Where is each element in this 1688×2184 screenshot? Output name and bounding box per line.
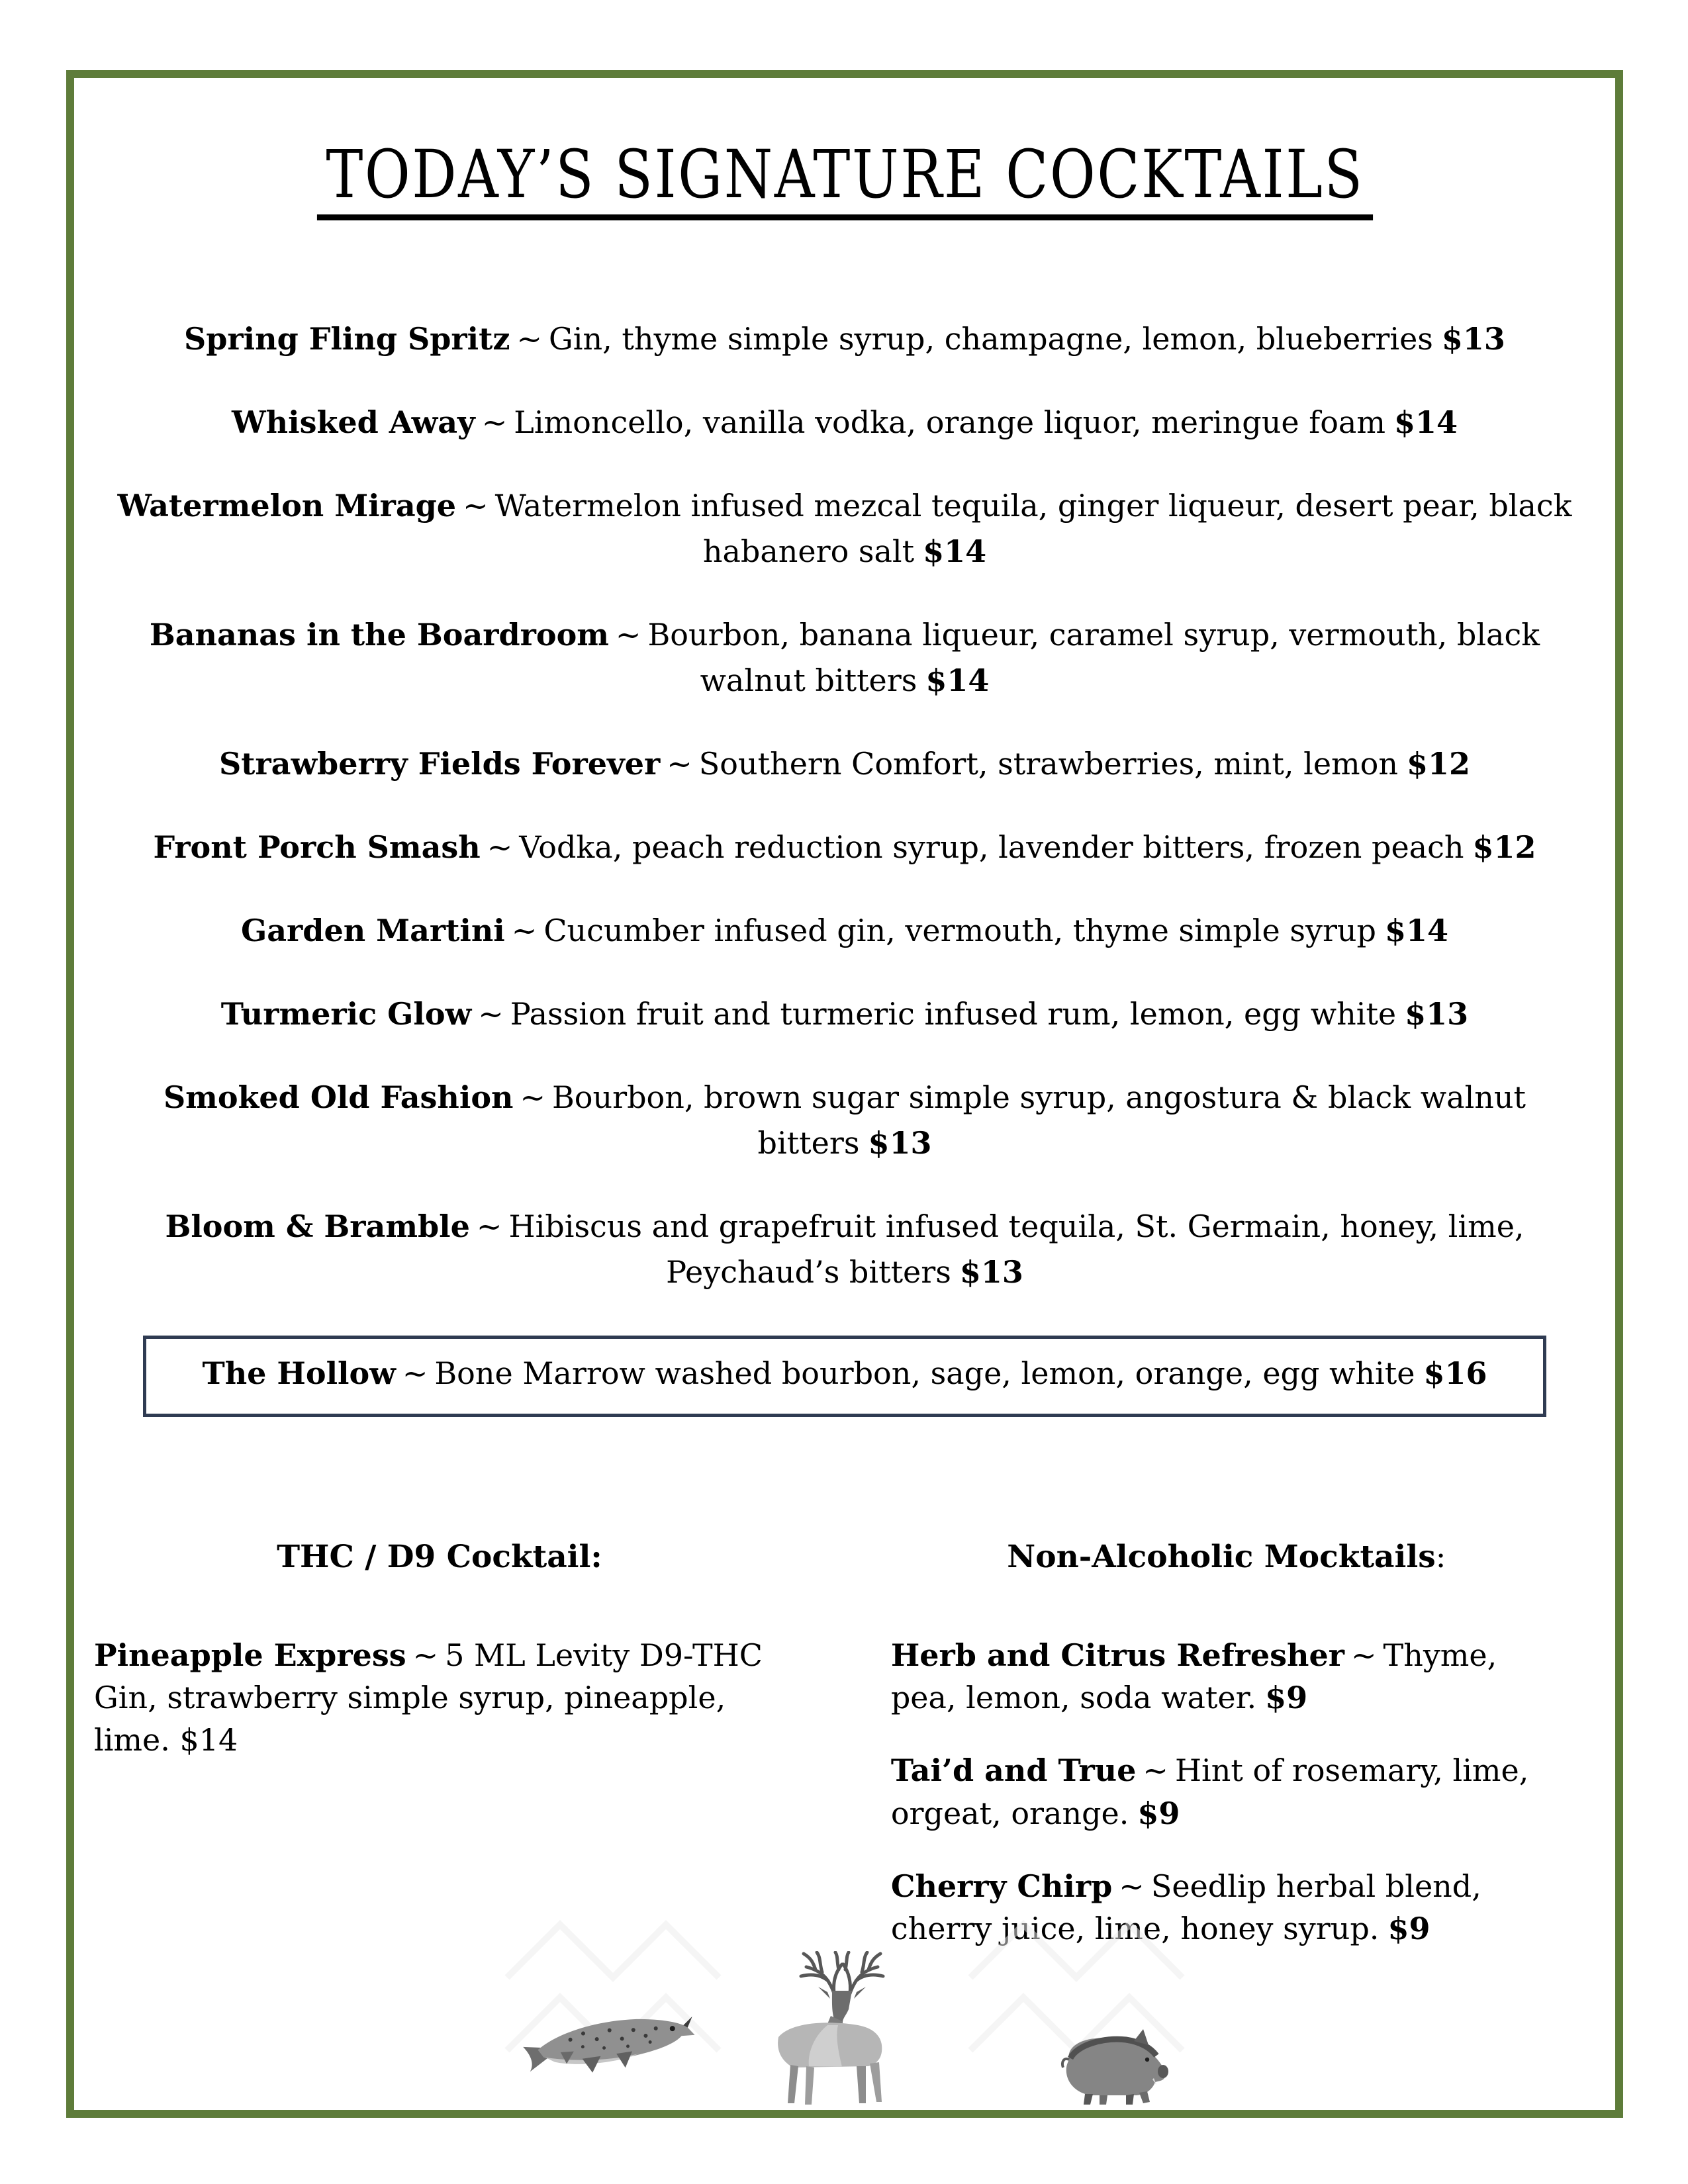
cocktail-name: Turmeric Glow xyxy=(220,996,472,1032)
trout-illustration xyxy=(518,2009,698,2075)
mocktail-header-text: Non-Alcoholic Mocktails xyxy=(1007,1539,1436,1575)
tilde-separator: ~ xyxy=(1350,1637,1377,1673)
mocktail-item xyxy=(891,1749,1562,1835)
cocktail-item xyxy=(113,908,1576,954)
cocktail-price: $13 xyxy=(1405,996,1469,1032)
tilde-separator: ~ xyxy=(476,1208,502,1244)
cocktail-desc: Passion fruit and turmeric infused rum, lemon, egg white xyxy=(510,996,1397,1032)
cocktail-desc: Bourbon, brown sugar simple syrup, angostura & black walnut bitters xyxy=(552,1079,1526,1161)
cocktail-desc: Gin, thyme simple syrup, champagne, lemon, blueberries xyxy=(549,321,1433,357)
mocktail-price: $9 xyxy=(1387,1911,1430,1947)
page-title: TODAY’S SIGNATURE COCKTAILS xyxy=(316,142,1372,220)
mocktail-section-header xyxy=(891,1534,1562,1581)
mocktail-item xyxy=(891,1634,1562,1719)
cocktail-price: $14 xyxy=(923,533,987,569)
cocktail-item xyxy=(113,316,1576,362)
cocktail-name: Spring Fling Spritz xyxy=(184,321,510,357)
featured-cocktail-box xyxy=(143,1336,1546,1417)
tilde-separator: ~ xyxy=(478,996,504,1032)
cocktail-item xyxy=(162,1351,1527,1396)
thc-item-desc: 5 ML Levity D9-THC Gin, strawberry simple syrup, pineapple, lime. $14 xyxy=(94,1637,763,1758)
cocktail-price: $14 xyxy=(925,662,990,698)
cocktail-price: $14 xyxy=(1393,404,1458,440)
cocktail-desc: Limoncello, vanilla vodka, orange liquor, meringue foam xyxy=(514,404,1385,440)
boar-illustration xyxy=(1056,2025,1172,2106)
cocktail-desc: Hibiscus and grapefruit infused tequila, St. Germain, honey, lime, Peychaud’s bitters xyxy=(508,1208,1524,1290)
mocktail-name: Cherry Chirp xyxy=(890,1868,1113,1905)
mocktail-price: $9 xyxy=(1265,1679,1308,1715)
cocktail-desc: Cucumber infused gin, vermouth, thyme simple syrup xyxy=(543,913,1377,948)
mocktail-desc: Hint of rosemary, lime, orgeat, orange. xyxy=(890,1752,1529,1831)
cocktail-price: $13 xyxy=(959,1254,1023,1290)
cocktail-desc: Vodka, peach reduction syrup, lavender bitters, frozen peach xyxy=(519,829,1464,865)
mocktail-desc: Seedlip herbal blend, cherry juice, lime, honey syrup. xyxy=(890,1868,1481,1947)
cocktail-name: Whisked Away xyxy=(231,404,475,440)
thc-item xyxy=(94,1634,785,1762)
mocktail-desc: Thyme, pea, lemon, soda water. xyxy=(890,1637,1497,1715)
cocktail-list xyxy=(74,316,1615,1295)
mocktail-header-colon: : xyxy=(1435,1539,1446,1575)
cocktail-item xyxy=(113,1204,1576,1295)
tilde-separator: ~ xyxy=(1119,1868,1145,1905)
cocktail-name: Smoked Old Fashion xyxy=(163,1079,514,1115)
cocktail-desc: Bourbon, banana liqueur, caramel syrup, vermouth, black walnut bitters xyxy=(647,617,1540,698)
cocktail-price: $13 xyxy=(868,1125,932,1161)
cocktail-name: The Hollow xyxy=(202,1355,396,1391)
cocktail-item xyxy=(113,825,1576,870)
cocktail-price: $13 xyxy=(1441,321,1505,357)
mocktail-name: Tai’d and True xyxy=(890,1752,1137,1789)
cocktail-price: $12 xyxy=(1472,829,1536,865)
cocktail-item xyxy=(113,1075,1576,1166)
cocktail-item xyxy=(113,400,1576,445)
cocktail-name: Bloom & Bramble xyxy=(165,1208,470,1244)
mocktail-price: $9 xyxy=(1137,1795,1180,1831)
cocktail-name: Watermelon Mirage xyxy=(117,488,457,523)
tilde-separator: ~ xyxy=(1143,1752,1168,1789)
tilde-separator: ~ xyxy=(667,746,692,782)
cocktail-desc: Watermelon infused mezcal tequila, ginger liqueur, desert pear, black habanero salt xyxy=(494,488,1572,569)
mocktail-name: Herb and Citrus Refresher xyxy=(890,1637,1344,1673)
tilde-separator: ~ xyxy=(463,488,489,523)
title-row xyxy=(74,136,1615,220)
thc-item-name: Pineapple Express xyxy=(94,1637,406,1673)
cocktail-item xyxy=(113,483,1576,574)
mocktail-section xyxy=(891,1534,1615,1960)
cocktail-price: $12 xyxy=(1407,746,1471,782)
thc-section xyxy=(74,1534,891,1960)
tilde-separator: ~ xyxy=(511,913,538,948)
cocktail-price: $16 xyxy=(1423,1355,1487,1391)
footer-animals xyxy=(74,1951,1615,2107)
cocktail-desc: Southern Comfort, strawberries, mint, lemon xyxy=(698,746,1398,782)
thc-section-header: THC / D9 Cocktail: xyxy=(277,1539,602,1575)
cocktail-name: Garden Martini xyxy=(240,913,505,948)
cocktail-item xyxy=(113,612,1576,704)
cocktail-price: $14 xyxy=(1385,913,1449,948)
tilde-separator: ~ xyxy=(412,1637,439,1673)
cocktail-item xyxy=(113,991,1576,1037)
tilde-separator: ~ xyxy=(487,829,513,865)
menu-page xyxy=(74,78,1615,2110)
cocktail-name: Bananas in the Boardroom xyxy=(149,617,609,653)
cocktail-desc: Bone Marrow washed bourbon, sage, lemon, orange, egg white xyxy=(434,1355,1415,1391)
elk-illustration xyxy=(728,1951,953,2107)
cocktail-name: Front Porch Smash xyxy=(153,829,481,865)
tilde-separator: ~ xyxy=(615,617,641,653)
tilde-separator: ~ xyxy=(481,404,508,440)
tilde-separator: ~ xyxy=(402,1355,428,1391)
tilde-separator: ~ xyxy=(520,1079,545,1115)
tilde-separator: ~ xyxy=(516,321,543,357)
cocktail-name: Strawberry Fields Forever xyxy=(218,746,661,782)
lower-sections xyxy=(74,1534,1615,1960)
cocktail-item xyxy=(113,741,1576,787)
